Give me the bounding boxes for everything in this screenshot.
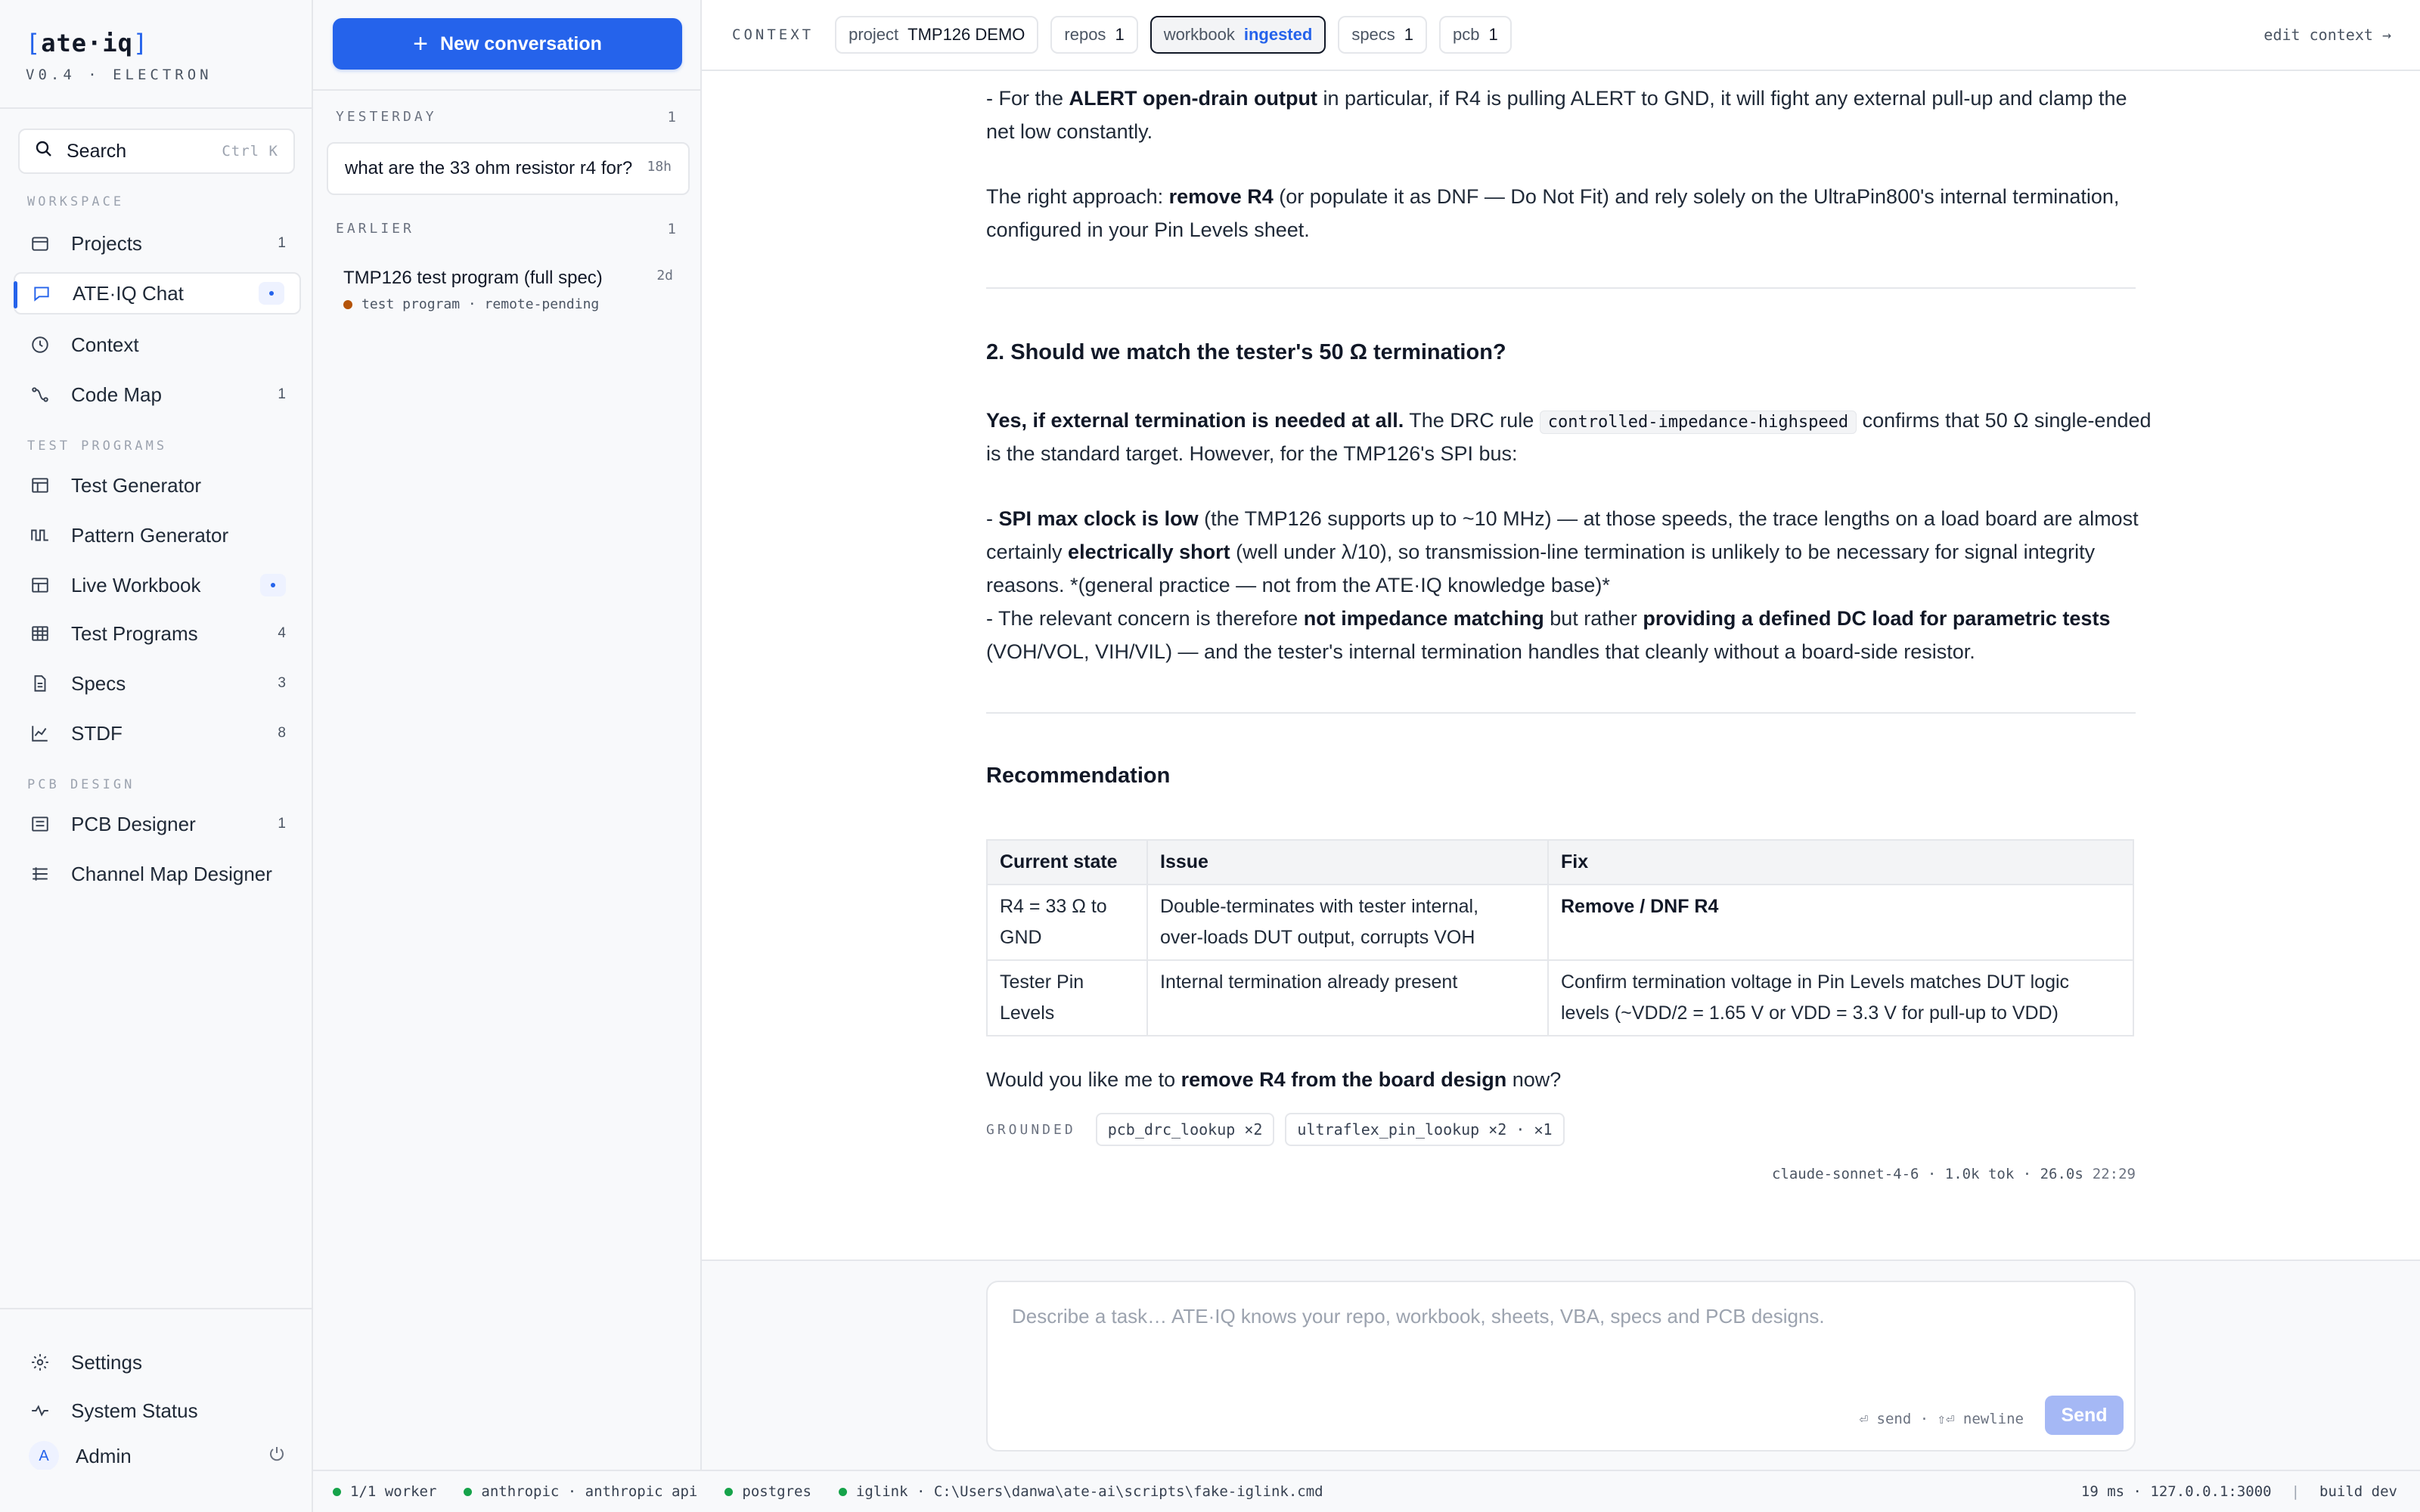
- nav-pattern-generator[interactable]: [14, 514, 301, 556]
- section-divider: [986, 712, 2136, 714]
- conversation-age: 18h: [647, 159, 672, 175]
- nav-chat[interactable]: [14, 272, 301, 314]
- context-chip-project[interactable]: project TMP126 DEMO: [835, 16, 1038, 54]
- nav-count: 3: [278, 675, 286, 691]
- new-conversation-label: New conversation: [439, 33, 602, 54]
- group-count: 1: [667, 109, 676, 125]
- composer-area: [702, 1259, 2420, 1470]
- closing-question: Would you like me to remove R4 from the board design now?: [986, 1068, 1562, 1091]
- table-cell: Double-terminates with tester internal, over-loads DUT output, corrupts VOH: [1147, 885, 1548, 960]
- table-cell: R4 = 33 Ω to GND: [987, 885, 1147, 960]
- nav-stdf[interactable]: [14, 712, 301, 754]
- avatar: A: [29, 1441, 59, 1471]
- new-conversation-button[interactable]: [333, 18, 682, 70]
- sidebar: [0, 0, 313, 1470]
- status-ok-dot: [724, 1488, 733, 1496]
- table-row: [987, 885, 2133, 960]
- context-chip-specs[interactable]: specs 1: [1338, 16, 1427, 54]
- conversation-title: what are the 33 ohm resistor r4 for?: [345, 158, 633, 178]
- nav-label: Context: [71, 333, 139, 356]
- nav-label: Specs: [71, 671, 126, 695]
- table-row: [987, 960, 2133, 1036]
- clock-icon: [29, 333, 51, 356]
- message-meta: [1772, 1166, 2136, 1182]
- table-cell: Confirm termination voltage in Pin Levels matches DUT logic levels (~VDD/2 = 1.65 V or VDD = 3.3 V for pull-up to VDD): [1548, 960, 2133, 1036]
- nav-projects[interactable]: [14, 222, 301, 265]
- pulse-icon: [29, 1399, 51, 1422]
- branch-icon: [29, 383, 51, 406]
- bullet-line: (VOH/VOL, VIH/VIL) — and the tester's internal termination handles that cleanly without a board-side resistor.: [986, 640, 1975, 663]
- model-info: claude-sonnet-4-6 · 1.0k tok · 26.0s: [1771, 1166, 2083, 1182]
- search-button[interactable]: [18, 129, 295, 174]
- latency-readout: 19 ms · 127.0.0.1:3000: [2080, 1483, 2272, 1500]
- nav-label: Projects: [71, 231, 142, 255]
- section-heading: Recommendation: [986, 764, 1171, 788]
- context-chip-workbook[interactable]: workbook ingested: [1150, 16, 1326, 54]
- nav-label: PCB Designer: [71, 812, 196, 835]
- bullet-line: - The relevant concern is therefore not impedance matching but rather providing a defined DC load for parametric tests: [986, 607, 2111, 630]
- send-button[interactable]: Send: [2045, 1396, 2124, 1435]
- status-ok-dot: [464, 1488, 472, 1496]
- nav-label: Test Generator: [71, 473, 201, 497]
- conversation-title: TMP126 test program (full spec): [343, 268, 603, 288]
- section-divider: [986, 287, 2136, 289]
- section-heading: 2. Should we match the tester's 50 Ω termination?: [986, 340, 1506, 364]
- table-cell: Tester Pin Levels: [987, 960, 1147, 1036]
- chart-line-icon: [29, 722, 51, 745]
- status-ok-dot: [839, 1488, 847, 1496]
- status-right: [2081, 1483, 2397, 1500]
- waveform-icon: [29, 524, 51, 547]
- column-header: Issue: [1147, 840, 1548, 885]
- message-line: is the standard target. However, for the TMP126's SPI bus:: [986, 442, 1518, 465]
- pending-dot: [343, 300, 352, 309]
- conversation-meta: test program · remote-pending: [343, 296, 673, 312]
- nav-test-programs[interactable]: [14, 612, 301, 655]
- app-version: V0.4 · ELECTRON: [26, 67, 213, 83]
- search-shortcut: Ctrl K: [222, 143, 278, 160]
- tool-chip[interactable]: ultraflex_pin_lookup ×2 · ✕1: [1285, 1113, 1564, 1146]
- nav-code-map[interactable]: [14, 373, 301, 416]
- context-chip-repos[interactable]: repos 1: [1050, 16, 1137, 54]
- nav-system-status[interactable]: [14, 1390, 301, 1432]
- user-name: Admin: [76, 1444, 132, 1467]
- group-title: EARLIER: [336, 221, 414, 237]
- tool-chip[interactable]: pcb_drc_lookup ×2: [1096, 1113, 1275, 1146]
- table-cell: Internal termination already present: [1147, 960, 1548, 1036]
- context-bar: [702, 0, 2420, 71]
- bullet-line: reasons. *(general practice — not from the ATE·IQ knowledge base)*: [986, 574, 1610, 596]
- status-iglink: iglink · C:\Users\danwa\ate-ai\scripts\fake-iglink.cmd: [839, 1483, 1323, 1500]
- search-icon: [35, 139, 53, 163]
- conversation-item[interactable]: [327, 257, 690, 330]
- message-line: configured in your Pin Levels sheet.: [986, 218, 1310, 241]
- group-header-yesterday: [336, 109, 676, 125]
- conversation-list: [313, 0, 702, 1470]
- power-icon[interactable]: [268, 1444, 286, 1468]
- column-header: Current state: [987, 840, 1147, 885]
- brand: [0, 0, 312, 109]
- group-title: YESTERDAY: [336, 109, 437, 125]
- plus-icon: +: [413, 29, 428, 58]
- section-test-programs: TEST PROGRAMS: [27, 438, 168, 454]
- folder-icon: [29, 232, 51, 255]
- chat-transcript: [702, 73, 2420, 1259]
- nav-label: Code Map: [71, 383, 162, 406]
- nav-label: Live Workbook: [71, 573, 201, 596]
- channel-list-icon: [29, 863, 51, 885]
- context-chip-pcb[interactable]: pcb 1: [1439, 16, 1512, 54]
- table-cell: Remove / DNF R4: [1548, 885, 2133, 960]
- grounded-sources: [986, 1113, 1575, 1146]
- gear-icon: [29, 1351, 51, 1374]
- edit-context-link[interactable]: edit context →: [2263, 26, 2391, 44]
- status-worker: 1/1 worker: [333, 1483, 436, 1500]
- bullet-line: certainly electrically short (well under λ/10), so transmission-line termination is unlikely to be necessary for signal integrity: [986, 541, 2096, 563]
- message-line: - For the ALERT open-drain output in particular, if R4 is pulling ALERT to GND, it will fight any external pull-up and clamp the: [986, 87, 2127, 110]
- section-workspace: WORKSPACE: [27, 194, 125, 209]
- nav-label: Test Programs: [71, 621, 198, 645]
- message-line: Yes, if external termination is needed at all. The DRC rule controlled-impedance-highspeed confirms that 50 Ω single-ended: [986, 404, 2152, 439]
- nav-label: ATE·IQ Chat: [73, 281, 184, 305]
- board-icon: [29, 813, 51, 835]
- status-postgres: postgres: [724, 1483, 811, 1500]
- divider: [313, 89, 702, 91]
- separator: |: [2291, 1483, 2301, 1500]
- nav-label: Settings: [71, 1350, 142, 1374]
- nav-label: STDF: [71, 721, 123, 745]
- spreadsheet-icon: [29, 622, 51, 645]
- inline-code: controlled-impedance-highspeed: [1540, 411, 1857, 434]
- nav-label: Channel Map Designer: [71, 862, 272, 885]
- section-pcb-design: PCB DESIGN: [27, 777, 135, 792]
- conversation-age: 2d: [656, 268, 673, 284]
- table-edit-icon: [29, 474, 51, 497]
- grounded-label: GROUNDED: [986, 1121, 1076, 1138]
- sidebar-footer: [0, 1308, 313, 1470]
- nav-live-workbook[interactable]: [14, 564, 301, 606]
- app-logo: [ate·iq]: [26, 29, 149, 57]
- nav-count: 8: [278, 725, 286, 741]
- build-label: build dev: [2319, 1483, 2397, 1500]
- search-label: Search: [67, 140, 127, 162]
- context-title: CONTEXT: [732, 26, 814, 43]
- message-time: 22:29: [2092, 1166, 2136, 1182]
- nav-label: System Status: [71, 1399, 198, 1422]
- nav-count: 1: [278, 386, 286, 402]
- recommendation-table: [986, 839, 2134, 1036]
- nav-context[interactable]: [14, 324, 301, 366]
- document-icon: [29, 672, 51, 695]
- group-count: 1: [667, 221, 676, 237]
- nav-label: Pattern Generator: [71, 523, 229, 547]
- nav-specs[interactable]: [14, 662, 301, 705]
- nav-pcb-designer[interactable]: [14, 803, 301, 845]
- message-line: net low constantly.: [986, 120, 1153, 143]
- input-placeholder: Describe a task… ATE·IQ knows your repo, workbook, sheets, VBA, specs and PCB designs.: [1012, 1305, 1825, 1328]
- chat-icon: [30, 282, 53, 305]
- nav-count: 1: [278, 816, 286, 832]
- status-anthropic: anthropic · anthropic api: [464, 1483, 697, 1500]
- grid-icon: [29, 574, 51, 596]
- sidebar-footer-strip: [0, 1470, 313, 1512]
- message-line: The right approach: remove R4 (or populate it as DNF — Do Not Fit) and rely solely on the UltraPin800's internal termination,: [986, 185, 2120, 208]
- status-bar: [313, 1470, 2420, 1512]
- active-dot-badge: [259, 282, 284, 305]
- keyboard-hints: ⏎ send · ⇧⏎ newline: [1859, 1411, 2024, 1427]
- nav-test-generator[interactable]: [14, 464, 301, 507]
- group-header-earlier: [336, 221, 676, 237]
- table-header-row: [987, 840, 2133, 885]
- message-input[interactable]: [986, 1281, 2136, 1452]
- nav-count: 4: [278, 625, 286, 641]
- nav-channel-map[interactable]: [14, 853, 301, 895]
- nav-count: 1: [278, 235, 286, 251]
- bullet-line: - SPI max clock is low (the TMP126 supports up to ~10 MHz) — at those speeds, the trace lengths on a load board are almost: [986, 507, 2139, 530]
- live-dot-badge: [260, 574, 286, 596]
- conversation-item-selected[interactable]: [327, 142, 690, 195]
- nav-settings[interactable]: [14, 1341, 301, 1383]
- status-ok-dot: [333, 1488, 341, 1496]
- column-header: Fix: [1548, 840, 2133, 885]
